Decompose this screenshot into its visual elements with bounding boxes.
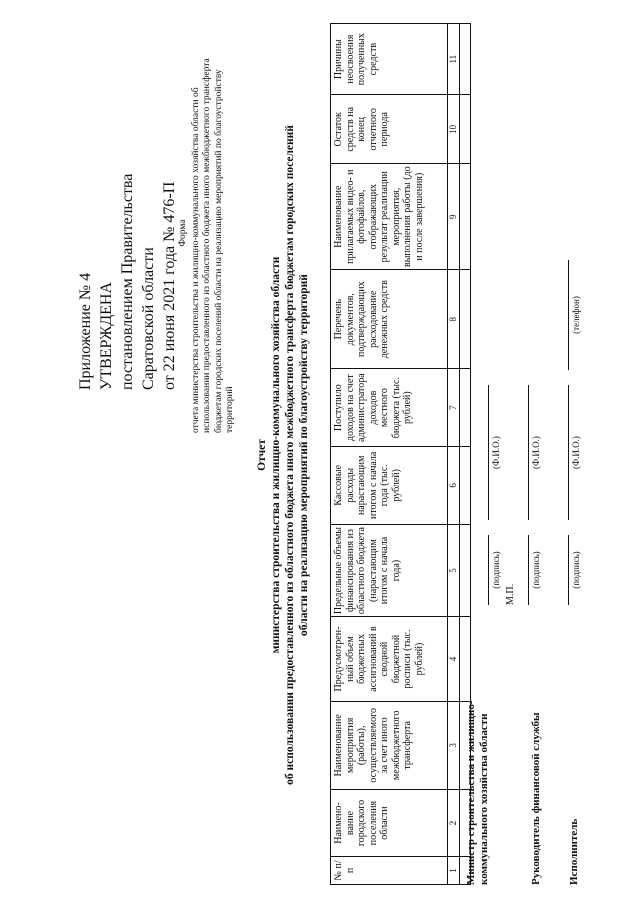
finance-head-title: Руководитель финансовой службы <box>530 712 542 885</box>
form-text: отчета министерства строительства и жилищно-коммунального хозяйства области об использовании предоставленного из областного бюджета иного межбюджетного трансферта бюджетам городских поселений области на реализацию мероприятий по благоустройству территорий <box>190 58 235 433</box>
approval-line-3: от 22 июня 2021 года № 476-П <box>161 181 178 390</box>
column-number: 1 <box>448 856 460 884</box>
name-hint: (Ф.И.О.) <box>531 436 541 469</box>
executor-signature-line <box>568 535 569 605</box>
report-title-line-1: Отчет <box>256 439 268 471</box>
seal-mark: М.П. <box>505 583 516 605</box>
approval-line-1: постановлением Правительства <box>119 173 136 390</box>
phone-hint: (телефон) <box>571 296 581 334</box>
report-title-line-3: об использовании предоставленного из областного бюджета иного межбюджетного трансферта бюджетам городских поселений <box>284 125 296 785</box>
table-cell <box>460 24 471 95</box>
executor-phone-line <box>568 260 569 370</box>
column-number: 5 <box>448 524 460 617</box>
column-header: Перечень документов, подтверждающих расходование денежных средств <box>331 270 448 369</box>
signature-hint: (подпись) <box>491 551 501 589</box>
form-label: Форма <box>178 219 188 247</box>
column-header: № п/п <box>331 856 448 884</box>
column-number: 11 <box>448 24 460 95</box>
minister-title: Министр строительства и жилищно-коммунального хозяйства области <box>465 700 490 885</box>
column-number: 2 <box>448 790 460 857</box>
report-title-line-4: области на реализацию мероприятий по благоустройству территорий <box>298 274 310 636</box>
column-header: Наименование прилагаемых видео- и фотофайлов, отображающих результат реализации мероприятия, выполнения работы (до и после завершения) <box>331 164 448 270</box>
column-header: Предельные объемы финансирования из областного бюджета (нарастающим итогом с начала года) <box>331 524 448 617</box>
column-header: Наимено-вание городского поселения области <box>331 790 448 857</box>
table-cell <box>460 446 471 524</box>
report-title-line-2: министерства строительства и жилищно-коммунального хозяйства области <box>270 256 282 654</box>
column-header: Наименование мероприятия (работы), осуществляемого за счет иного межбюджетного трансферта <box>331 701 448 789</box>
column-header: Остаток средств на конец отчетного периода <box>331 95 448 164</box>
table-cell <box>460 270 471 369</box>
column-header: Поступило доходов на счет администратора доходов местного бюджета (тыс. рублей) <box>331 369 448 447</box>
minister-name-line <box>488 385 489 520</box>
approval-header <box>75 60 180 390</box>
table-cell <box>460 524 471 617</box>
column-number: 8 <box>448 270 460 369</box>
column-header: Предусмотрен-ный объем бюджетных ассигнований в сводной бюджетной росписи (тыс. рублей) <box>331 617 448 701</box>
column-number: 9 <box>448 164 460 270</box>
column-header: Причины неосвоения полученных средств <box>331 24 448 95</box>
report-table <box>330 23 471 885</box>
column-number: 7 <box>448 369 460 447</box>
column-number: 6 <box>448 446 460 524</box>
table-cell <box>460 369 471 447</box>
approved-label: УТВЕРЖДЕНА <box>98 281 115 390</box>
name-hint: (Ф.И.О.) <box>571 436 581 469</box>
report-title <box>255 25 311 885</box>
name-hint: (Ф.И.О.) <box>491 436 501 469</box>
signature-hint: (подпись) <box>531 551 541 589</box>
executor-name-line <box>568 385 569 520</box>
column-header: Кассовые расходы нарастающим итогом с начала года (тыс. рублей) <box>331 446 448 524</box>
finance-signature-line <box>528 535 529 605</box>
table-cell <box>460 95 471 164</box>
column-number: 4 <box>448 617 460 701</box>
minister-signature-line <box>488 535 489 605</box>
column-number: 10 <box>448 95 460 164</box>
approval-line-2: Саратовской области <box>140 247 157 390</box>
table-header-row <box>331 24 448 885</box>
executor-title: Исполнитель <box>568 818 580 885</box>
form-description <box>178 33 237 433</box>
appendix-number: Приложение № 4 <box>77 272 94 390</box>
column-number-row <box>448 24 460 885</box>
column-number: 3 <box>448 701 460 789</box>
signature-hint: (подпись) <box>571 551 581 589</box>
finance-name-line <box>528 385 529 520</box>
table-cell <box>460 164 471 270</box>
